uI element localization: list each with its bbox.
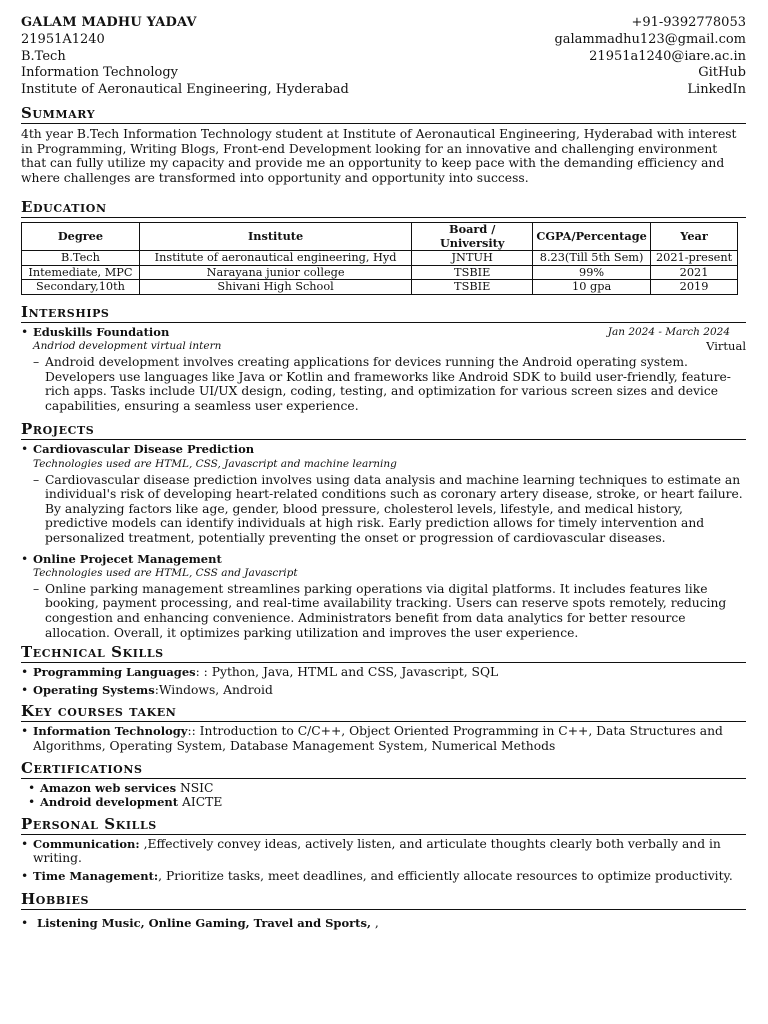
table-row xyxy=(22,265,738,280)
list-item xyxy=(21,781,746,796)
hobbies-heading: Hobbies xyxy=(21,891,746,910)
linkedin-link[interactable]: LinkedIn xyxy=(687,82,746,98)
col-board: Board / University xyxy=(412,223,533,251)
col-institute: Institute xyxy=(139,223,411,251)
candidate-name: GALAM MADHU YADAV xyxy=(21,15,197,30)
skill-label: Operating Systems xyxy=(33,682,155,697)
list-item xyxy=(21,837,746,866)
certifications-section xyxy=(21,760,746,810)
personal-skill-value: , Prioritize tasks, meet deadlines, and efficiently allocate resources to optimize productivity. xyxy=(158,868,733,883)
courses-section xyxy=(21,703,746,753)
certifications-heading: Certifications xyxy=(21,760,746,779)
table-cell: 2019 xyxy=(651,280,738,295)
skill-value: : : Python, Java, HTML and CSS, Javascript, SQL xyxy=(195,665,499,680)
internships-heading: Interships xyxy=(21,304,746,323)
table-cell: 10 gpa xyxy=(533,280,651,295)
course-value: :: Introduction to C/C++, Object Oriented Programming in C++, Data Structures and Algorithms, Operating System, Database Management System, Numerical Methods xyxy=(33,724,723,753)
internship-description: – Android development involves creating applications for devices running the Android operating system. Developers use languages like Java or Kotlin and frameworks like Android SDK to build user-friendly, feature-rich apps. Tasks include UI/UX design, coding, testing, and optimization for various screen sizes and device capabilities, ensuring a seamless user experience. xyxy=(33,355,746,413)
summary-heading: Summary xyxy=(21,105,746,124)
col-year: Year xyxy=(651,223,738,251)
resume-page xyxy=(21,15,746,931)
github-link[interactable]: GitHub xyxy=(698,65,746,81)
college-email-link[interactable]: 21951a1240@iare.ac.in xyxy=(589,48,746,64)
hobby-label: Listening Music, Online Gaming, Travel and Sports, xyxy=(37,916,371,931)
table-row xyxy=(22,251,738,266)
cert-value: AICTE xyxy=(178,795,223,810)
personal-skills-heading: Personal Skills xyxy=(21,816,746,835)
table-row xyxy=(22,280,738,295)
phone-number: +91-9392778053 xyxy=(631,15,746,30)
technical-skills-heading: Technical Skills xyxy=(21,644,746,663)
project-tech: Technologies used are HTML, CSS, Javascript and machine learning xyxy=(33,458,397,471)
table-cell: Secondary,10th xyxy=(22,280,140,295)
internship-title-row xyxy=(33,325,746,340)
table-cell: JNTUH xyxy=(412,251,533,266)
internships-section xyxy=(21,304,746,414)
table-cell: Shivani High School xyxy=(139,280,411,295)
list-item xyxy=(21,552,746,641)
list-item xyxy=(21,665,746,680)
summary-text: 4th year B.Tech Information Technology student at Institute of Aeronautical Engineering, Hyderabad with interest in Programming, Writing Blogs, Front-end Development looking for an innovative and challenging environment that can fully utilize my capacity and provide me an opportunity to keep pace with the demanding efficiency and where challenges are transformed into opportunity and opportunity into success. xyxy=(21,126,737,185)
internship-role: Andriod development virtual intern xyxy=(33,340,222,353)
skill-label: Programming Languages xyxy=(33,665,196,680)
table-cell: TSBIE xyxy=(412,265,533,280)
table-cell: B.Tech xyxy=(22,251,140,266)
list-item xyxy=(21,869,746,884)
personal-skills-section xyxy=(21,816,746,884)
projects-section xyxy=(21,421,746,640)
internship-dates: Jan 2024 - March 2024 xyxy=(607,325,730,338)
table-cell: 99% xyxy=(533,265,651,280)
certifications-list xyxy=(21,781,746,810)
col-cgpa: CGPA/Percentage xyxy=(533,223,651,251)
list-item xyxy=(21,916,746,931)
hobbies-list xyxy=(21,916,746,931)
internship-mode: Virtual xyxy=(706,339,746,354)
education-table xyxy=(21,222,738,295)
list-item xyxy=(21,724,746,753)
courses-heading: Key courses taken xyxy=(21,703,746,722)
projects-list xyxy=(21,442,746,640)
course-label: Information Technology xyxy=(33,724,188,739)
cert-label: Amazon web services xyxy=(40,780,177,795)
hobby-value: , xyxy=(370,916,379,931)
header-left xyxy=(21,15,349,99)
institute-name: Institute of Aeronautical Engineering, Hyderabad xyxy=(21,82,349,98)
personal-skill-label: Time Management: xyxy=(33,868,159,883)
project-description: – Online parking management streamlines parking operations via digital platforms. It includes features like booking, payment processing, and real-time availability tracking. Users can reserve spots remotely, reducing congestion and enhancing convenience. Administrators benefit from data analytics for better resource allocation. Overall, it optimizes parking utilization and improves the user experience. xyxy=(33,582,746,640)
personal-skills-list xyxy=(21,837,746,884)
list-item xyxy=(21,325,746,414)
branch: Information Technology xyxy=(21,65,179,81)
roll-number: 21951A1240 xyxy=(21,31,105,47)
internships-list xyxy=(21,325,746,414)
courses-list xyxy=(21,724,746,753)
list-item xyxy=(21,795,746,810)
email-link[interactable]: galammadhu123@gmail.com xyxy=(554,31,746,47)
internship-org: • Eduskills Foundation xyxy=(33,324,170,339)
education-section xyxy=(21,199,746,295)
project-description: – Cardiovascular disease prediction involves using data analysis and machine learning techniques to estimate an individual's risk of developing heart-related conditions such as coronary artery disease, stroke, or heart failure. By analyzing factors like age, gender, blood pressure, cholesterol levels, lifestyle, and medical history, predictive models can identify individuals at high risk. Early prediction allows for timely intervention and personalized treatment, potentially preventing the onset or progression of cardiovascular diseases. xyxy=(33,473,746,546)
project-name: • Online Projecet Management xyxy=(33,551,222,566)
project-name: • Cardiovascular Disease Prediction xyxy=(33,442,255,457)
col-degree: Degree xyxy=(22,223,140,251)
table-cell: TSBIE xyxy=(412,280,533,295)
projects-heading: Projects xyxy=(21,421,746,440)
list-item xyxy=(21,683,746,698)
header-right xyxy=(554,15,746,99)
table-cell: Institute of aeronautical engineering, Hyd xyxy=(139,251,411,266)
table-cell: 8.23(Till 5th Sem) xyxy=(533,251,651,266)
project-tech: Technologies used are HTML, CSS and Javascript xyxy=(33,567,298,580)
cert-value: NSIC xyxy=(176,780,214,795)
education-heading: Education xyxy=(21,199,746,218)
degree: B.Tech xyxy=(21,48,66,64)
table-cell: 2021 xyxy=(651,265,738,280)
personal-skill-label: Communication: xyxy=(33,836,140,851)
table-cell: Intemediate, MPC xyxy=(22,265,140,280)
summary-section xyxy=(21,105,746,185)
table-cell: Narayana junior college xyxy=(139,265,411,280)
internship-role-row xyxy=(33,339,746,354)
technical-skills-section xyxy=(21,644,746,697)
resume-header xyxy=(21,15,746,99)
cert-label: Android development xyxy=(40,795,179,810)
personal-skill-value: ,Effectively convey ideas, actively listen, and articulate thoughts clearly both verbally and in writing. xyxy=(33,836,721,866)
hobbies-section xyxy=(21,891,746,931)
education-header-row xyxy=(22,223,738,251)
technical-skills-list xyxy=(21,665,746,697)
table-cell: 2021-present xyxy=(651,251,738,266)
skill-value: :Windows, Android xyxy=(154,682,273,697)
list-item xyxy=(21,442,746,545)
